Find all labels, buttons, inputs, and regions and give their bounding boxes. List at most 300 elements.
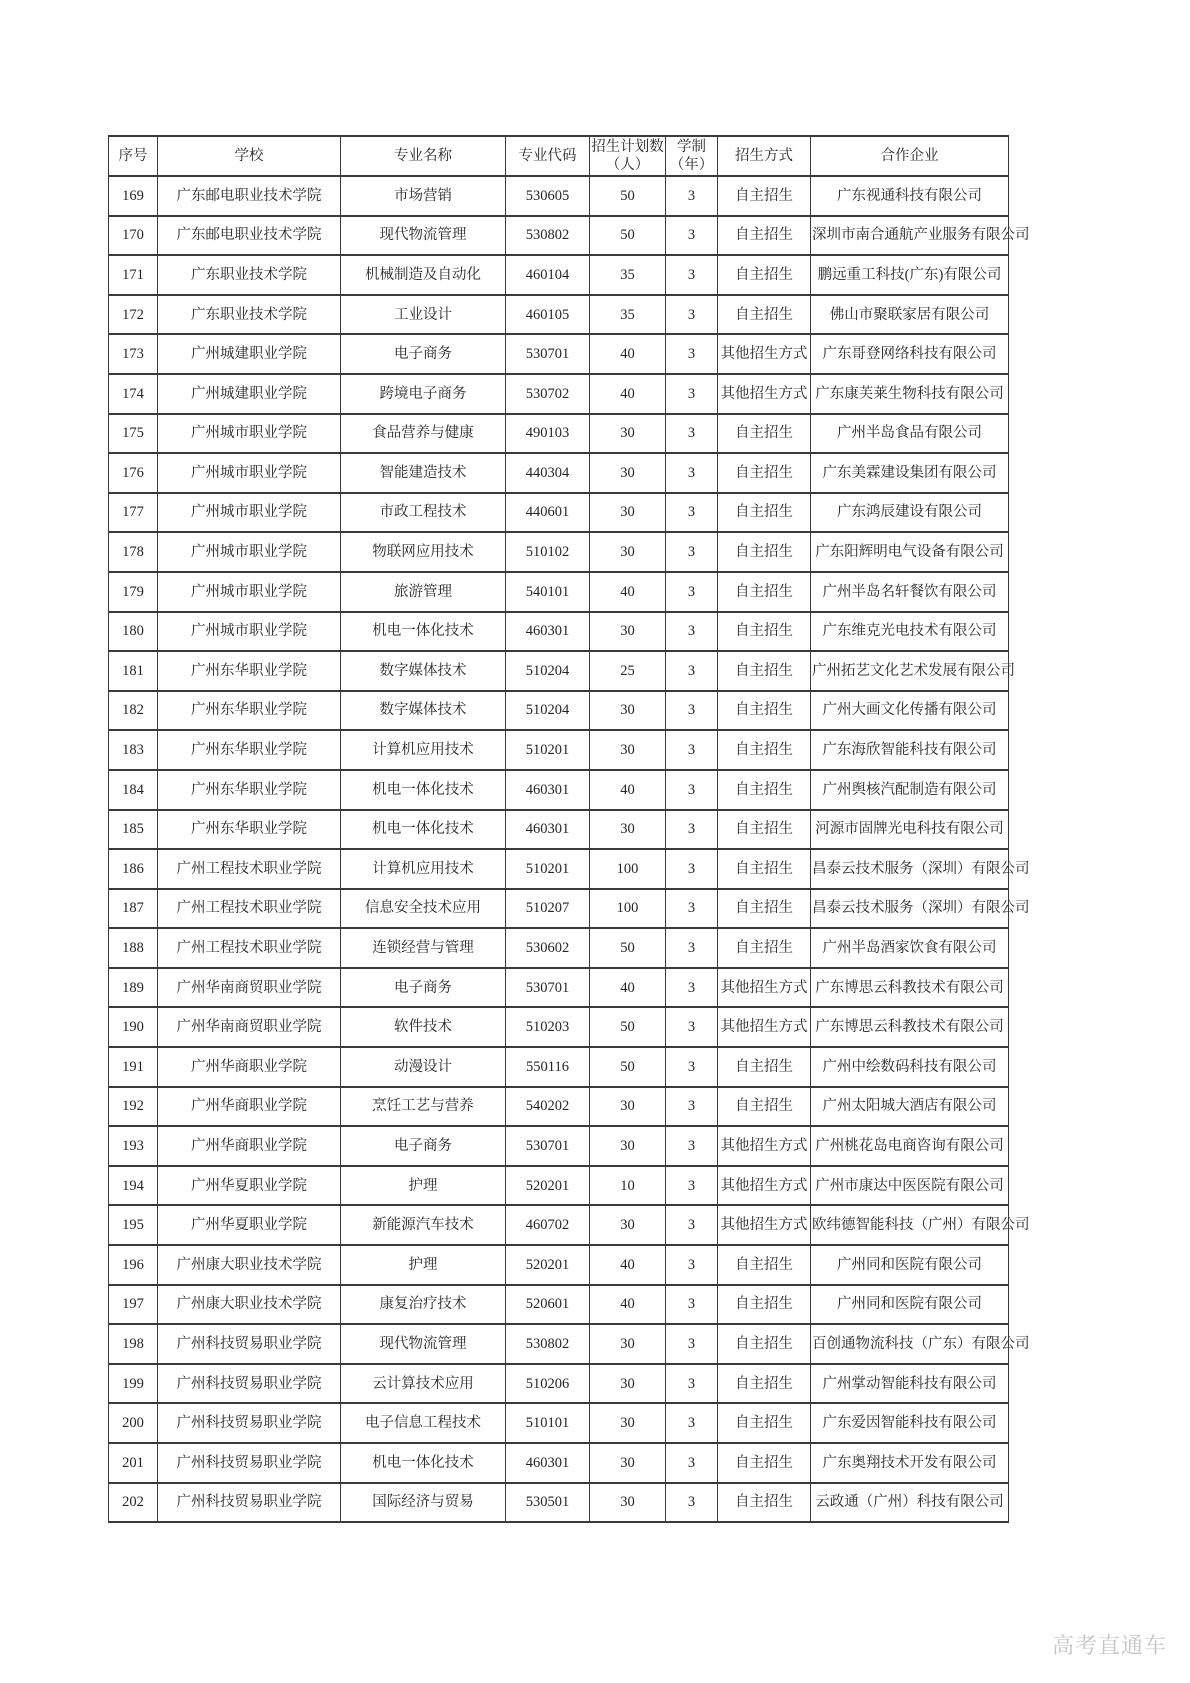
cell-school: 广州华夏职业学院 <box>158 1166 341 1206</box>
cell-major_code: 550116 <box>506 1047 590 1087</box>
cell-duration_years: 3 <box>666 928 718 968</box>
cell-plan_count: 40 <box>590 572 666 612</box>
cell-major_code: 440601 <box>506 493 590 533</box>
cell-school: 广州工程技术职业学院 <box>158 928 341 968</box>
cell-partner_company: 昌泰云技术服务（深圳）有限公司 <box>811 849 1009 889</box>
table-row <box>109 493 1009 533</box>
table-row <box>109 1285 1009 1325</box>
cell-major_code: 540202 <box>506 1087 590 1127</box>
cell-duration_years: 3 <box>666 255 718 295</box>
cell-duration_years: 3 <box>666 612 718 652</box>
table-row <box>109 730 1009 770</box>
cell-plan_count: 30 <box>590 453 666 493</box>
cell-partner_company: 广东阳辉明电气设备有限公司 <box>811 532 1009 572</box>
table-row <box>109 651 1009 691</box>
cell-school: 广东职业技术学院 <box>158 295 341 335</box>
cell-duration_years: 3 <box>666 1364 718 1404</box>
cell-plan_count: 40 <box>590 1285 666 1325</box>
cell-index: 169 <box>109 176 158 216</box>
cell-partner_company: 广州半岛酒家饮食有限公司 <box>811 928 1009 968</box>
cell-major: 电子商务 <box>341 1126 506 1166</box>
cell-school: 广州东华职业学院 <box>158 691 341 731</box>
table-row <box>109 849 1009 889</box>
cell-plan_count: 40 <box>590 374 666 414</box>
table-row <box>109 1324 1009 1364</box>
cell-school: 广东职业技术学院 <box>158 255 341 295</box>
cell-school: 广州城市职业学院 <box>158 414 341 454</box>
table-row <box>109 612 1009 652</box>
cell-duration_years: 3 <box>666 1166 718 1206</box>
cell-admission_mode: 其他招生方式 <box>718 1205 811 1245</box>
cell-major_code: 530605 <box>506 176 590 216</box>
cell-duration_years: 3 <box>666 1285 718 1325</box>
cell-major_code: 510204 <box>506 691 590 731</box>
cell-index: 182 <box>109 691 158 731</box>
cell-plan_count: 35 <box>590 295 666 335</box>
cell-school: 广州华商职业学院 <box>158 1126 341 1166</box>
cell-partner_company: 广东美霖建设集团有限公司 <box>811 453 1009 493</box>
cell-admission_mode: 自主招生 <box>718 532 811 572</box>
cell-partner_company: 河源市固牌光电科技有限公司 <box>811 810 1009 850</box>
cell-major: 护理 <box>341 1245 506 1285</box>
cell-major: 云计算技术应用 <box>341 1364 506 1404</box>
cell-partner_company: 百创通物流科技（广东）有限公司 <box>811 1324 1009 1364</box>
cell-partner_company: 广州半岛食品有限公司 <box>811 414 1009 454</box>
cell-major: 跨境电子商务 <box>341 374 506 414</box>
cell-admission_mode: 自主招生 <box>718 889 811 929</box>
cell-admission_mode: 自主招生 <box>718 453 811 493</box>
cell-partner_company: 广州桃花岛电商咨询有限公司 <box>811 1126 1009 1166</box>
cell-plan_count: 30 <box>590 414 666 454</box>
cell-plan_count: 40 <box>590 334 666 374</box>
cell-admission_mode: 自主招生 <box>718 810 811 850</box>
column-header-label: 招生计划数 <box>591 138 664 155</box>
column-header-partner-company <box>811 136 1009 176</box>
cell-plan_count: 30 <box>590 1126 666 1166</box>
table-row <box>109 1245 1009 1285</box>
cell-major: 机电一体化技术 <box>341 810 506 850</box>
cell-major_code: 510204 <box>506 651 590 691</box>
cell-major_code: 520201 <box>506 1166 590 1206</box>
cell-plan_count: 30 <box>590 493 666 533</box>
cell-duration_years: 3 <box>666 374 718 414</box>
cell-plan_count: 30 <box>590 1205 666 1245</box>
cell-major_code: 460104 <box>506 255 590 295</box>
cell-plan_count: 50 <box>590 928 666 968</box>
cell-index: 180 <box>109 612 158 652</box>
cell-partner_company: 广东康芙莱生物科技有限公司 <box>811 374 1009 414</box>
cell-major_code: 510101 <box>506 1403 590 1443</box>
cell-admission_mode: 其他招生方式 <box>718 374 811 414</box>
cell-major: 电子商务 <box>341 968 506 1008</box>
cell-duration_years: 3 <box>666 1205 718 1245</box>
cell-partner_company: 广州同和医院有限公司 <box>811 1285 1009 1325</box>
cell-admission_mode: 其他招生方式 <box>718 334 811 374</box>
column-header-label: 学制 <box>677 138 706 155</box>
cell-admission_mode: 其他招生方式 <box>718 1007 811 1047</box>
cell-admission_mode: 自主招生 <box>718 493 811 533</box>
cell-index: 198 <box>109 1324 158 1364</box>
column-header-admission-mode <box>718 136 811 176</box>
cell-school: 广州城市职业学院 <box>158 453 341 493</box>
cell-school: 广州科技贸易职业学院 <box>158 1483 341 1523</box>
cell-major: 新能源汽车技术 <box>341 1205 506 1245</box>
cell-major_code: 510206 <box>506 1364 590 1404</box>
cell-duration_years: 3 <box>666 770 718 810</box>
cell-duration_years: 3 <box>666 572 718 612</box>
cell-partner_company: 欧纬德智能科技（广州）有限公司 <box>811 1205 1009 1245</box>
cell-plan_count: 40 <box>590 968 666 1008</box>
admission-plan-table <box>108 135 1030 1523</box>
cell-major: 机电一体化技术 <box>341 612 506 652</box>
cell-school: 广州华商职业学院 <box>158 1047 341 1087</box>
cell-duration_years: 3 <box>666 1403 718 1443</box>
cell-school: 广州工程技术职业学院 <box>158 889 341 929</box>
cell-index: 188 <box>109 928 158 968</box>
cell-partner_company: 广东博思云科教技术有限公司 <box>811 968 1009 1008</box>
column-header-label-line2: （人） <box>605 157 650 173</box>
cell-partner_company: 云政通（广州）科技有限公司 <box>811 1483 1009 1523</box>
cell-index: 176 <box>109 453 158 493</box>
cell-partner_company: 广州太阳城大酒店有限公司 <box>811 1087 1009 1127</box>
cell-major_code: 530701 <box>506 968 590 1008</box>
cell-plan_count: 30 <box>590 532 666 572</box>
cell-major: 机电一体化技术 <box>341 770 506 810</box>
cell-admission_mode: 自主招生 <box>718 1403 811 1443</box>
cell-major_code: 460702 <box>506 1205 590 1245</box>
cell-school: 广州科技贸易职业学院 <box>158 1324 341 1364</box>
cell-school: 广州城市职业学院 <box>158 572 341 612</box>
cell-index: 195 <box>109 1205 158 1245</box>
cell-admission_mode: 自主招生 <box>718 176 811 216</box>
column-header-label-line2: （年） <box>669 157 714 173</box>
cell-plan_count: 35 <box>590 255 666 295</box>
cell-duration_years: 3 <box>666 1087 718 1127</box>
cell-duration_years: 3 <box>666 691 718 731</box>
column-header-school <box>158 136 341 176</box>
cell-duration_years: 3 <box>666 334 718 374</box>
cell-plan_count: 30 <box>590 810 666 850</box>
cell-index: 184 <box>109 770 158 810</box>
cell-major_code: 530802 <box>506 1324 590 1364</box>
cell-partner_company: 广东博思云科教技术有限公司 <box>811 1007 1009 1047</box>
cell-major: 康复治疗技术 <box>341 1285 506 1325</box>
cell-plan_count: 50 <box>590 1007 666 1047</box>
cell-major: 工业设计 <box>341 295 506 335</box>
cell-plan_count: 50 <box>590 1047 666 1087</box>
cell-index: 183 <box>109 730 158 770</box>
cell-major_code: 460301 <box>506 1443 590 1483</box>
cell-plan_count: 30 <box>590 1324 666 1364</box>
table-row <box>109 1205 1009 1245</box>
cell-index: 185 <box>109 810 158 850</box>
cell-school: 广州华南商贸职业学院 <box>158 1007 341 1047</box>
table-row <box>109 1047 1009 1087</box>
cell-school: 广州城建职业学院 <box>158 334 341 374</box>
cell-partner_company: 广州舆核汽配制造有限公司 <box>811 770 1009 810</box>
cell-duration_years: 3 <box>666 1047 718 1087</box>
table-row <box>109 1166 1009 1206</box>
table-row <box>109 295 1009 335</box>
cell-index: 194 <box>109 1166 158 1206</box>
cell-school: 广州东华职业学院 <box>158 770 341 810</box>
cell-partner_company: 广东鸿辰建设有限公司 <box>811 493 1009 533</box>
cell-partner_company: 鹏远重工科技(广东)有限公司 <box>811 255 1009 295</box>
cell-duration_years: 3 <box>666 1126 718 1166</box>
cell-major_code: 440304 <box>506 453 590 493</box>
cell-school: 广州城市职业学院 <box>158 612 341 652</box>
column-header-index <box>109 136 158 176</box>
cell-major: 市政工程技术 <box>341 493 506 533</box>
cell-index: 170 <box>109 216 158 256</box>
cell-partner_company: 广州市康达中医医院有限公司 <box>811 1166 1009 1206</box>
cell-school: 广州华南商贸职业学院 <box>158 968 341 1008</box>
cell-partner_company: 广州半岛名轩餐饮有限公司 <box>811 572 1009 612</box>
cell-index: 189 <box>109 968 158 1008</box>
cell-major_code: 510201 <box>506 730 590 770</box>
cell-duration_years: 3 <box>666 532 718 572</box>
cell-admission_mode: 其他招生方式 <box>718 1126 811 1166</box>
table-row <box>109 1443 1009 1483</box>
table-row <box>109 889 1009 929</box>
cell-index: 196 <box>109 1245 158 1285</box>
table-row <box>109 255 1009 295</box>
cell-plan_count: 30 <box>590 1443 666 1483</box>
cell-major: 电子信息工程技术 <box>341 1403 506 1443</box>
cell-duration_years: 3 <box>666 216 718 256</box>
cell-school: 广东邮电职业技术学院 <box>158 176 341 216</box>
cell-partner_company: 深圳市南合通航产业服务有限公司 <box>811 216 1009 256</box>
cell-plan_count: 30 <box>590 1364 666 1404</box>
table-row <box>109 1364 1009 1404</box>
cell-plan_count: 30 <box>590 691 666 731</box>
cell-admission_mode: 自主招生 <box>718 651 811 691</box>
cell-partner_company: 广东视通科技有限公司 <box>811 176 1009 216</box>
cell-major_code: 510207 <box>506 889 590 929</box>
cell-major: 数字媒体技术 <box>341 651 506 691</box>
cell-admission_mode: 自主招生 <box>718 414 811 454</box>
cell-partner_company: 广东海欣智能科技有限公司 <box>811 730 1009 770</box>
cell-plan_count: 30 <box>590 730 666 770</box>
cell-major: 机电一体化技术 <box>341 1443 506 1483</box>
cell-major_code: 460105 <box>506 295 590 335</box>
cell-plan_count: 40 <box>590 770 666 810</box>
table-row <box>109 453 1009 493</box>
cell-plan_count: 30 <box>590 612 666 652</box>
cell-school: 广州华商职业学院 <box>158 1087 341 1127</box>
cell-major: 连锁经营与管理 <box>341 928 506 968</box>
cell-duration_years: 3 <box>666 453 718 493</box>
cell-plan_count: 50 <box>590 216 666 256</box>
cell-admission_mode: 自主招生 <box>718 849 811 889</box>
cell-major: 食品营养与健康 <box>341 414 506 454</box>
cell-plan_count: 30 <box>590 1087 666 1127</box>
cell-duration_years: 3 <box>666 810 718 850</box>
cell-duration_years: 3 <box>666 1483 718 1523</box>
cell-major: 数字媒体技术 <box>341 691 506 731</box>
column-header-major <box>341 136 506 176</box>
table-row <box>109 1483 1009 1523</box>
cell-plan_count: 100 <box>590 849 666 889</box>
cell-admission_mode: 自主招生 <box>718 216 811 256</box>
table-row <box>109 691 1009 731</box>
cell-major: 机械制造及自动化 <box>341 255 506 295</box>
cell-admission_mode: 自主招生 <box>718 612 811 652</box>
table-header <box>109 136 1009 176</box>
cell-plan_count: 100 <box>590 889 666 929</box>
cell-plan_count: 50 <box>590 176 666 216</box>
column-header-label: 专业代码 <box>518 147 577 164</box>
cell-duration_years: 3 <box>666 1443 718 1483</box>
cell-admission_mode: 自主招生 <box>718 295 811 335</box>
table-row <box>109 1126 1009 1166</box>
cell-major_code: 510203 <box>506 1007 590 1047</box>
cell-admission_mode: 自主招生 <box>718 1324 811 1364</box>
table-row <box>109 1403 1009 1443</box>
cell-major_code: 530802 <box>506 216 590 256</box>
cell-school: 广州工程技术职业学院 <box>158 849 341 889</box>
cell-partner_company: 广东哥登网络科技有限公司 <box>811 334 1009 374</box>
table-row <box>109 374 1009 414</box>
cell-major_code: 540101 <box>506 572 590 612</box>
cell-admission_mode: 自主招生 <box>718 572 811 612</box>
cell-major: 电子商务 <box>341 334 506 374</box>
cell-plan_count: 10 <box>590 1166 666 1206</box>
cell-school: 广州城市职业学院 <box>158 493 341 533</box>
table-row <box>109 1087 1009 1127</box>
cell-plan_count: 40 <box>590 1245 666 1285</box>
cell-major_code: 460301 <box>506 810 590 850</box>
column-header-label: 招生方式 <box>735 147 793 164</box>
cell-school: 广州东华职业学院 <box>158 810 341 850</box>
cell-admission_mode: 自主招生 <box>718 770 811 810</box>
table-row <box>109 414 1009 454</box>
column-header-label: 专业名称 <box>394 147 452 164</box>
table-row <box>109 968 1009 1008</box>
column-header-duration <box>666 136 718 176</box>
column-header-major-code <box>506 136 590 176</box>
cell-duration_years: 3 <box>666 1245 718 1285</box>
column-header-label: 序号 <box>118 147 148 164</box>
cell-school: 广州科技贸易职业学院 <box>158 1364 341 1404</box>
cell-admission_mode: 自主招生 <box>718 730 811 770</box>
cell-index: 177 <box>109 493 158 533</box>
cell-admission_mode: 自主招生 <box>718 1087 811 1127</box>
cell-major: 软件技术 <box>341 1007 506 1047</box>
cell-major: 现代物流管理 <box>341 1324 506 1364</box>
cell-major_code: 530702 <box>506 374 590 414</box>
cell-duration_years: 3 <box>666 176 718 216</box>
column-header-plan-count <box>590 136 666 176</box>
cell-partner_company: 广州拓艺文化艺术发展有限公司 <box>811 651 1009 691</box>
cell-major: 国际经济与贸易 <box>341 1483 506 1523</box>
cell-duration_years: 3 <box>666 414 718 454</box>
cell-partner_company: 广东奥翔技术开发有限公司 <box>811 1443 1009 1483</box>
cell-major_code: 530501 <box>506 1483 590 1523</box>
table-header-row <box>109 136 1009 176</box>
table-row <box>109 216 1009 256</box>
cell-major: 物联网应用技术 <box>341 532 506 572</box>
cell-index: 199 <box>109 1364 158 1404</box>
cell-index: 191 <box>109 1047 158 1087</box>
cell-index: 200 <box>109 1403 158 1443</box>
cell-plan_count: 30 <box>590 1403 666 1443</box>
table-row <box>109 572 1009 612</box>
table-row <box>109 1007 1009 1047</box>
cell-major: 烹饪工艺与营养 <box>341 1087 506 1127</box>
table-row <box>109 532 1009 572</box>
cell-major: 旅游管理 <box>341 572 506 612</box>
cell-duration_years: 3 <box>666 1007 718 1047</box>
cell-admission_mode: 其他招生方式 <box>718 968 811 1008</box>
cell-major: 现代物流管理 <box>341 216 506 256</box>
cell-major: 市场营销 <box>341 176 506 216</box>
cell-school: 广州城建职业学院 <box>158 374 341 414</box>
cell-index: 190 <box>109 1007 158 1047</box>
cell-duration_years: 3 <box>666 730 718 770</box>
cell-school: 广州康大职业技术学院 <box>158 1245 341 1285</box>
cell-school: 广州东华职业学院 <box>158 651 341 691</box>
cell-major_code: 490103 <box>506 414 590 454</box>
cell-admission_mode: 自主招生 <box>718 1483 811 1523</box>
table-row <box>109 770 1009 810</box>
column-header-label: 合作企业 <box>880 147 939 164</box>
cell-partner_company: 广东维克光电技术有限公司 <box>811 612 1009 652</box>
cell-index: 178 <box>109 532 158 572</box>
cell-duration_years: 3 <box>666 889 718 929</box>
cell-major_code: 520601 <box>506 1285 590 1325</box>
cell-index: 193 <box>109 1126 158 1166</box>
cell-index: 172 <box>109 295 158 335</box>
cell-index: 171 <box>109 255 158 295</box>
cell-major_code: 460301 <box>506 612 590 652</box>
watermark-logo: 高考直通车 <box>1052 1633 1168 1658</box>
cell-partner_company: 佛山市聚联家居有限公司 <box>811 295 1009 335</box>
cell-index: 179 <box>109 572 158 612</box>
cell-admission_mode: 自主招生 <box>718 1047 811 1087</box>
cell-school: 广州东华职业学院 <box>158 730 341 770</box>
cell-admission_mode: 自主招生 <box>718 1285 811 1325</box>
cell-major_code: 510102 <box>506 532 590 572</box>
cell-school: 广州科技贸易职业学院 <box>158 1443 341 1483</box>
cell-index: 201 <box>109 1443 158 1483</box>
cell-school: 广州城市职业学院 <box>158 532 341 572</box>
cell-major: 信息安全技术应用 <box>341 889 506 929</box>
cell-partner_company: 广州同和医院有限公司 <box>811 1245 1009 1285</box>
cell-duration_years: 3 <box>666 968 718 1008</box>
cell-index: 173 <box>109 334 158 374</box>
cell-partner_company: 昌泰云技术服务（深圳）有限公司 <box>811 889 1009 929</box>
cell-major: 计算机应用技术 <box>341 849 506 889</box>
table-row <box>109 334 1009 374</box>
cell-duration_years: 3 <box>666 849 718 889</box>
cell-duration_years: 3 <box>666 1324 718 1364</box>
cell-partner_company: 广州中绘数码科技有限公司 <box>811 1047 1009 1087</box>
cell-duration_years: 3 <box>666 295 718 335</box>
cell-admission_mode: 自主招生 <box>718 691 811 731</box>
table-row <box>109 810 1009 850</box>
cell-index: 181 <box>109 651 158 691</box>
cell-index: 186 <box>109 849 158 889</box>
cell-duration_years: 3 <box>666 493 718 533</box>
cell-school: 广州科技贸易职业学院 <box>158 1403 341 1443</box>
column-header-label: 学校 <box>234 147 264 164</box>
cell-school: 广州华夏职业学院 <box>158 1205 341 1245</box>
cell-plan_count: 30 <box>590 1483 666 1523</box>
cell-major_code: 530701 <box>506 334 590 374</box>
cell-major: 计算机应用技术 <box>341 730 506 770</box>
cell-partner_company: 广东爱因智能科技有限公司 <box>811 1403 1009 1443</box>
